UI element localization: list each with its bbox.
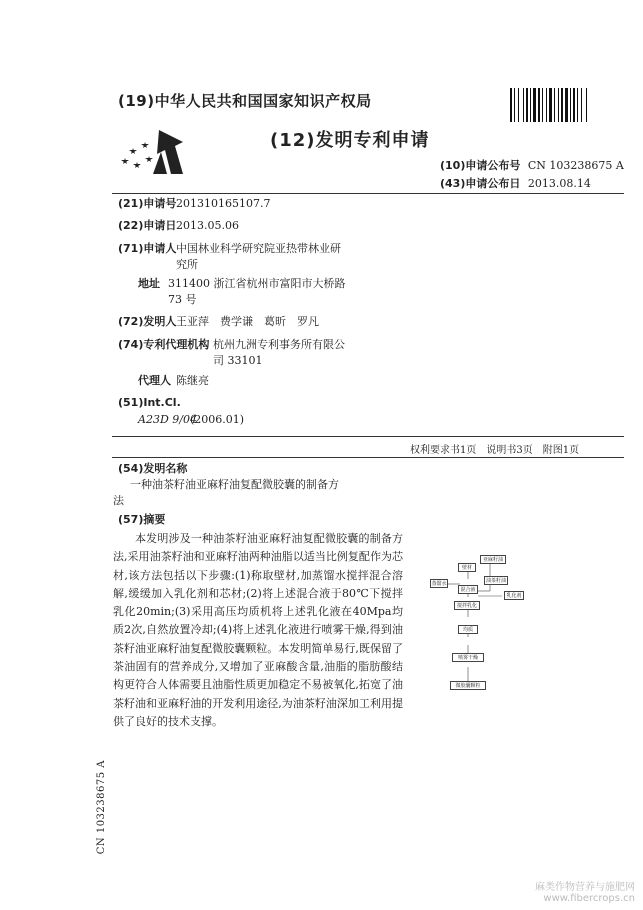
publication-date: 2013.08.14 <box>527 177 591 190</box>
filing-date: 2013.05.06 <box>176 219 239 232</box>
inventors: 王亚萍 费学谦 葛昕 罗凡 <box>176 315 319 328</box>
flowchart-node: 壁材 <box>458 563 476 572</box>
flowchart-node: 微胶囊颗粒 <box>450 681 486 690</box>
flowchart-node: 蒸馏水 <box>431 581 447 587</box>
flowchart-node: 喷雾干燥 <box>452 653 484 662</box>
header-divider <box>112 193 624 194</box>
int-cl-year: (2006.01) <box>190 413 245 426</box>
address-label: 地址 <box>138 277 160 290</box>
abstract-text: 本发明涉及一种油茶籽油亚麻籽油复配微胶囊的制备方法,采用油茶籽油和亚麻籽油两种油脂以适当比例复配作为芯材,该方法包括以下步骤:(1)称取壁材,加蒸馏水搅拌混合溶解,缓缓加入乳化剂和芯材;(2)将上述混合液于80℃下搅拌乳化20min;(3)采用高压均质机将上述乳化液在40Mpa均质2次,自然放置冷却;(4)将上述乳化液进行喷雾干燥,得到油茶籽油亚麻籽油复配微胶囊颗粒。本发明简单易行,既保留了茶油固有的营养成分,又增加了亚麻酸含量,油脂的脂肪酸结构更符合人体需要且油脂性质更加稳定不易被氧化,拓宽了油茶籽油和亚麻籽油的开发利用途径,为油茶籽油深加工利用提供了良好的技术支撑。 <box>113 532 403 728</box>
fields-divider <box>112 436 624 437</box>
agency-label: (74)专利代理机构 <box>118 338 210 351</box>
bibliographic-fields <box>118 197 408 437</box>
invention-name-label: (54)发明名称 <box>118 462 188 475</box>
publication-date-label: (43)申请公布日 <box>440 177 521 190</box>
int-cl-label: (51)Int.Cl. <box>118 396 181 409</box>
invention-name-line1: 一种油茶籽油亚麻籽油复配微胶囊的制备方 <box>130 478 339 491</box>
application-number: 201310165107.7 <box>176 197 271 210</box>
flowchart-node: 混合液 <box>458 585 478 594</box>
site-watermark <box>535 882 635 904</box>
application-number-label: (21)申请号 <box>118 197 177 210</box>
process-flowchart <box>430 555 540 700</box>
applicant-line2: 究所 <box>176 258 198 271</box>
watermark-line1: 麻类作物营养与施肥网 <box>535 882 635 893</box>
agency-line1: 杭州九洲专利事务所有限公 <box>213 338 345 351</box>
pages-divider <box>112 457 624 458</box>
flowchart-node: 亚麻籽油 <box>480 555 506 564</box>
publication-number: CN 103238675 A <box>527 159 624 172</box>
invention-name-line2: 法 <box>113 494 124 507</box>
applicant-line1: 中国林业科学研究院亚热带林业研 <box>176 242 341 255</box>
address-line2: 73 号 <box>168 293 197 306</box>
address-line1: 311400 浙江省杭州市富阳市大桥路 <box>168 277 346 290</box>
publication-number-label: (10)申请公布号 <box>440 159 521 172</box>
publication-date-row <box>440 175 591 191</box>
flowchart-node: 搅拌乳化 <box>454 601 480 610</box>
watermark-line2: www.fibercrops.cn <box>543 893 635 904</box>
flowchart-node: 油茶籽油 <box>485 578 506 584</box>
cnipa-logo <box>113 122 189 182</box>
agent-label: 代理人 <box>138 374 171 387</box>
inventor-label: (72)发明人 <box>118 315 177 328</box>
barcode <box>510 88 632 122</box>
pages-info: 权利要求书1页 说明书3页 附图1页 <box>410 445 580 456</box>
flowchart-node: 均质 <box>458 625 478 634</box>
flowchart-node: 乳化剂 <box>504 591 524 600</box>
filing-date-label: (22)申请日 <box>118 219 177 232</box>
agency-line2: 司 33101 <box>213 354 263 367</box>
agent: 陈继亮 <box>176 374 209 387</box>
patent-office-title: (19)中华人民共和国国家知识产权局 <box>118 92 372 110</box>
int-cl-code: A23D 9/04 <box>138 413 197 426</box>
abstract-label: (57)摘要 <box>118 513 166 526</box>
publication-number-row <box>440 157 624 173</box>
side-publication-number: CN 103238675 A <box>96 760 107 855</box>
applicant-label: (71)申请人 <box>118 242 177 255</box>
document-type-title: (12)发明专利申请 <box>270 130 430 151</box>
